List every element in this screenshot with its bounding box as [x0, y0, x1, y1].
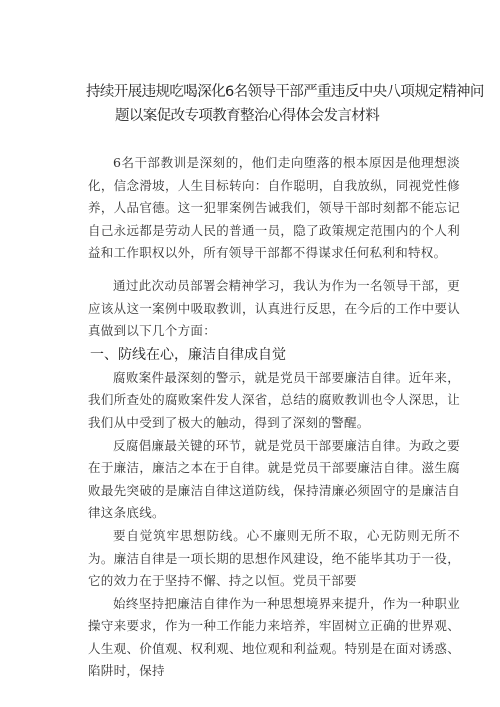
- section-paragraph: 要自觉筑牢思想防线。心不廉则无所不取，心无防则无所不为。廉洁自律是一项长期的思想作风建设，绝不能毕其功于一役，它的效力在于坚持不懈、持之以恒。党员干部要: [88, 527, 460, 589]
- section-paragraph: 反腐倡廉最关键的环节，就是党员干部要廉洁自律。为政之要在于廉洁，廉洁之本在于自律。就是党员干部要廉洁自律。滋生腐败最先突破的是廉洁自律这道防线，保持清廉必须固守的是廉洁自律这条底线。: [88, 437, 460, 521]
- section-paragraph: 腐败案件最深刻的警示，就是党员干部要廉洁自律。近年来，我们所查处的腐败案件发人深省，总结的腐败教训也令人深思，让我们从中受到了极大的触动，得到了深刻的警醒。: [88, 369, 460, 430]
- section-heading: 一、防线在心，廉洁自律成自觉: [90, 346, 286, 363]
- document-title: [86, 80, 484, 128]
- title-line-1: 持续开展违规吃喝深化6名领导干部严重违反中央八项规定精神问: [86, 84, 484, 100]
- title-line-2: 题以案促改专项教育整治心得体会发言材料: [115, 108, 380, 124]
- body-paragraph: 6名干部教训是深刻的，他们走向堕落的根本原因是他理想淡化，信念滑坡，人生目标转向：自作聪明，自我放纵，同视党性修养，人品官德。这一犯罪案例告诫我们，领导干部时刻都不能忘记自己永远都是劳动人民的普通一员，隐了政策规定范围内的个人利益和工作职权以外，所有领导干部都不得谋求任何私利和特权。: [88, 155, 460, 261]
- body-paragraph: 通过此次动员部署会精神学习，我认为作为一名领导干部，更应该从这一案例中吸取教训，认真进行反思，在今后的工作中要认真做到以下几个方面：: [88, 277, 460, 339]
- document-body: [88, 152, 460, 683]
- section-paragraph: 始终坚持把廉洁自律作为一种思想境界来提升，作为一种职业操守来要求，作为一种工作能力来培养，牢固树立正确的世界观、人生观、价值观、权利观、地位观和利益观。特别是在面对诱惑、陷阱时，保持: [88, 595, 460, 679]
